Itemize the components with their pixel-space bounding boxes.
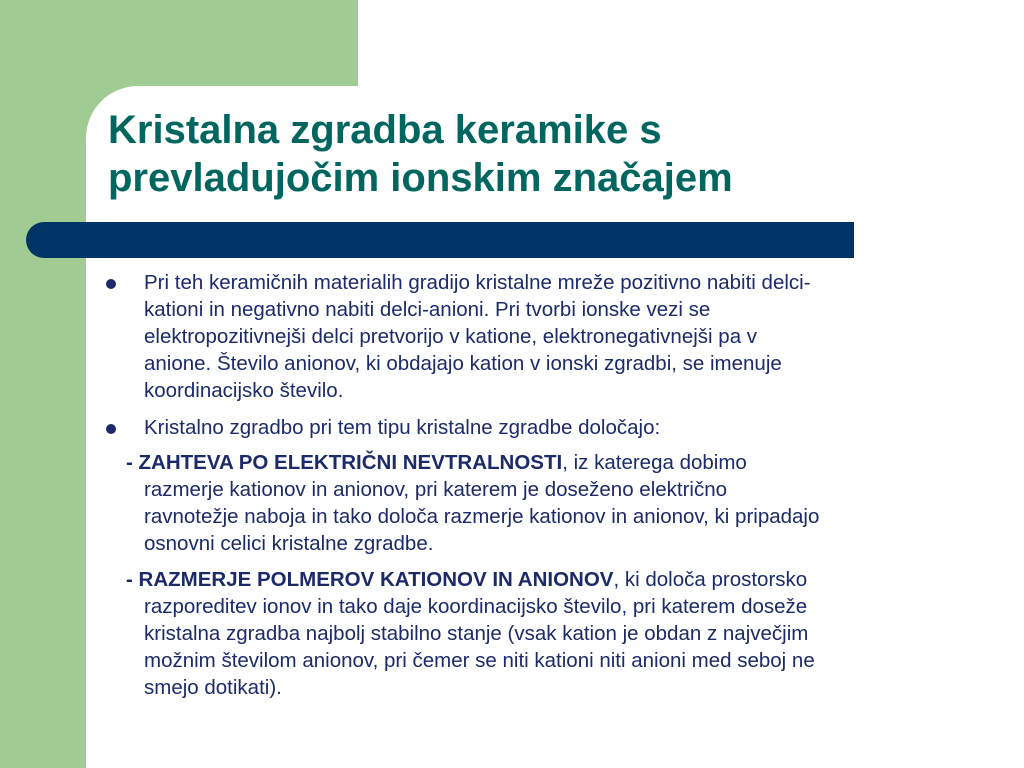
bullet1-line: Pri teh keramičnih materialih gradijo kristalne mreže pozitivno nabiti delci- xyxy=(144,271,811,294)
sub2-line: možnim številom anionov, pri čemer se niti kationi niti anioni med seboj ne xyxy=(144,649,815,672)
bullet-dot xyxy=(106,279,116,289)
bullet1-line: kationi in negativno nabiti delci-anioni. Pri tvorbi ionske vezi se xyxy=(144,298,711,321)
bullet1-line: anione. Število anionov, ki obdajajo kation v ionski zgradbi, se imenuje xyxy=(144,352,782,375)
sub1-line: ravnotežje naboja in tako določa razmerje kationov in anionov, ki pripadajo xyxy=(144,505,820,528)
sub1-first-rest: , iz katerega dobimo xyxy=(562,451,747,474)
sub2-first-line xyxy=(126,567,807,592)
bullet1-line: koordinacijsko število. xyxy=(144,379,344,402)
sub1-heading: - ZAHTEVA PO ELEKTRIČNI NEVTRALNOSTI xyxy=(126,451,563,474)
sub1-first-line xyxy=(126,450,747,475)
bullet1-line: elektropozitivnejši delci pretvorijo v katione, elektronegativnejši pa v xyxy=(144,325,758,348)
slide-title-line2: prevladujočim ionskim značajem xyxy=(108,156,733,200)
slide-title xyxy=(108,106,988,202)
sub2-heading: - RAZMERJE POLMEROV KATIONOV IN ANIONOV xyxy=(126,568,614,591)
bullet-dot xyxy=(106,424,116,434)
top-white-area xyxy=(358,0,1024,90)
sub1-line: razmerje kationov in anionov, pri katerem je doseženo električno xyxy=(144,478,728,501)
bullet2-text: Kristalno zgradbo pri tem tipu kristalne zgradbe določajo: xyxy=(144,416,661,439)
sub2-line: kristalna zgradba najbolj stabilno stanje (vsak kation je obdan z največjim xyxy=(144,622,809,645)
sub2-first-rest: , ki določa prostorsko xyxy=(613,568,808,591)
sub2-line: razporeditev ionov in tako daje koordinacijsko število, pri katerem doseže xyxy=(144,595,808,618)
slide-title-line1: Kristalna zgradba keramike s xyxy=(108,108,662,152)
sub2-line: smejo dotikati). xyxy=(144,676,282,699)
title-underline-bar xyxy=(26,222,854,258)
sub1-line: osnovni celici kristalne zgradbe. xyxy=(144,532,434,555)
